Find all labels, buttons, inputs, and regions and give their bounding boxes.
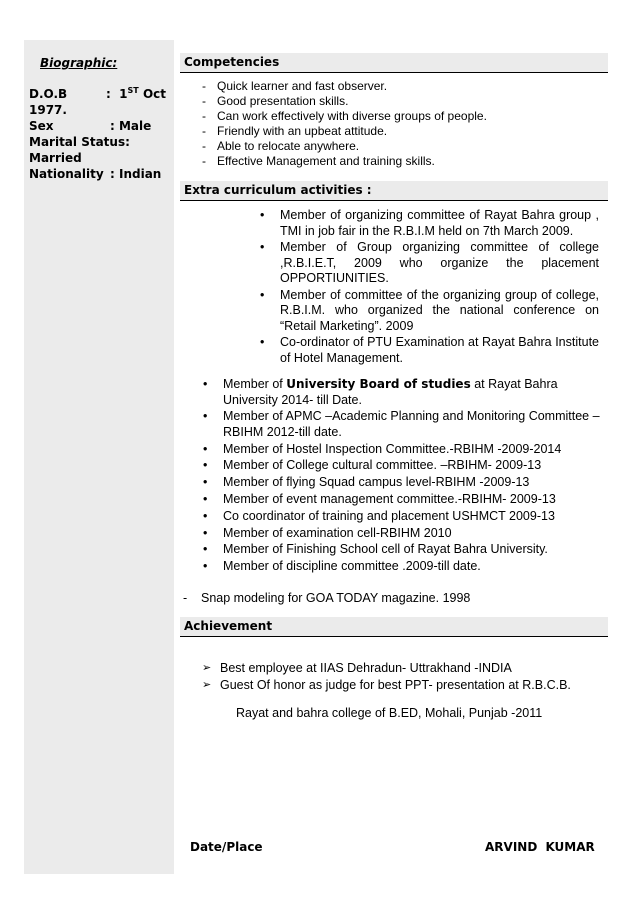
- list-item: • Member of Group organizing committee of college ,R.B.I.E.T, 2009 who organize the placement OPPORTIUNITIES.: [258, 240, 599, 287]
- achievement-item: ➢ Best employee at IIAS Dehradun- Uttrakhand -INDIA: [202, 660, 571, 677]
- snap-text: Snap modeling for GOA TODAY magazine. 1998: [201, 591, 471, 605]
- signature-name: ARVIND KUMAR: [485, 840, 595, 854]
- snap-modeling-line: [183, 591, 470, 605]
- list-item: • Member of examination cell-RBIHM 2010: [201, 526, 601, 542]
- competency-item: - Can work effectively with diverse groups of people.: [200, 109, 487, 124]
- list-item: • Member of College cultural committee. –RBIHM- 2009-13: [201, 458, 601, 474]
- nationality-value: : Indian: [110, 167, 162, 181]
- nationality-row: [29, 166, 169, 182]
- list-item: • Member of organizing committee of Rayat Bahra group , TMI in job fair in the R.B.I.M held on 7th March 2009.: [258, 208, 599, 239]
- snap-dash: -: [183, 591, 188, 605]
- dob-day: 1: [119, 87, 128, 101]
- extra-outer-list: [201, 377, 601, 576]
- competency-item: - Friendly with an upbeat attitude.: [200, 124, 487, 139]
- dob-row: [29, 86, 169, 102]
- competency-item: - Quick learner and fast observer.: [200, 79, 487, 94]
- marital-value: Married: [29, 151, 82, 165]
- competencies-header: [180, 53, 608, 73]
- list-item: • Member of event management committee.-RBIHM- 2009-13: [201, 492, 601, 508]
- list-item: • Member of Finishing School cell of Rayat Bahra University.: [201, 542, 601, 558]
- dob-year-row: [29, 102, 169, 118]
- list-item: • Member of discipline committee .2009-till date.: [201, 559, 601, 575]
- marital-label: Marital Status:: [29, 135, 130, 149]
- achievement-title: Achievement: [184, 619, 273, 633]
- list-item: • Member of flying Squad campus level-RBIHM -2009-13: [201, 475, 601, 491]
- dob-suffix: ST: [127, 86, 139, 95]
- list-item: • Member of APMC –Academic Planning and Monitoring Committee –RBIHM 2012-till date.: [201, 409, 601, 440]
- achievement-item: ➢ Guest Of honor as judge for best PPT- presentation at R.B.C.B.: [202, 677, 571, 694]
- sex-label: Sex: [29, 119, 54, 133]
- dob-month: Oct: [142, 87, 166, 101]
- list-item: • Member of committee of the organizing group of college, R.B.I.M. who organized the national conference on “Retail Marketing”. 2009: [258, 288, 599, 335]
- extra-inner-list: [258, 208, 599, 367]
- ubs-bold: University Board of studies: [286, 377, 471, 391]
- marital-row: [29, 134, 169, 150]
- date-place-label: Date/Place: [190, 840, 263, 854]
- competency-item: - Able to relocate anywhere.: [200, 139, 487, 154]
- competency-item: - Effective Management and training skills.: [200, 154, 487, 169]
- nationality-label: Nationality: [29, 167, 104, 181]
- list-item: • Co coordinator of training and placement USHMCT 2009-13: [201, 509, 601, 525]
- list-item: [201, 377, 601, 408]
- marital-value-row: [29, 150, 169, 166]
- biographic-details: [29, 86, 169, 182]
- extra-curricular-header: [180, 181, 608, 201]
- competency-item: - Good presentation skills.: [200, 94, 487, 109]
- competencies-title: Competencies: [184, 55, 280, 69]
- dob-year: 1977.: [29, 103, 67, 117]
- competencies-list: [200, 79, 487, 169]
- dob-label: D.O.B: [29, 87, 68, 101]
- achievement-subline: Rayat and bahra college of B.ED, Mohali, Punjab -2011: [236, 706, 543, 720]
- sex-row: [29, 118, 169, 134]
- ubs-suffix: at Rayat Bahra University 2014- till Date.: [223, 377, 558, 407]
- dob-colon: :: [106, 87, 111, 101]
- ubs-prefix: Member of: [223, 377, 287, 391]
- sidebar-heading: Biographic:: [40, 56, 118, 70]
- sex-value: : Male: [110, 119, 152, 133]
- list-item: • Member of Hostel Inspection Committee.-RBIHM -2009-2014: [201, 442, 601, 458]
- achievement-header: [180, 617, 608, 637]
- list-item: • Co-ordinator of PTU Examination at Rayat Bahra Institute of Hotel Management.: [258, 335, 599, 366]
- achievement-list: [202, 660, 571, 694]
- extra-curricular-title: Extra curriculum activities :: [184, 183, 372, 197]
- dob-value: [106, 86, 166, 102]
